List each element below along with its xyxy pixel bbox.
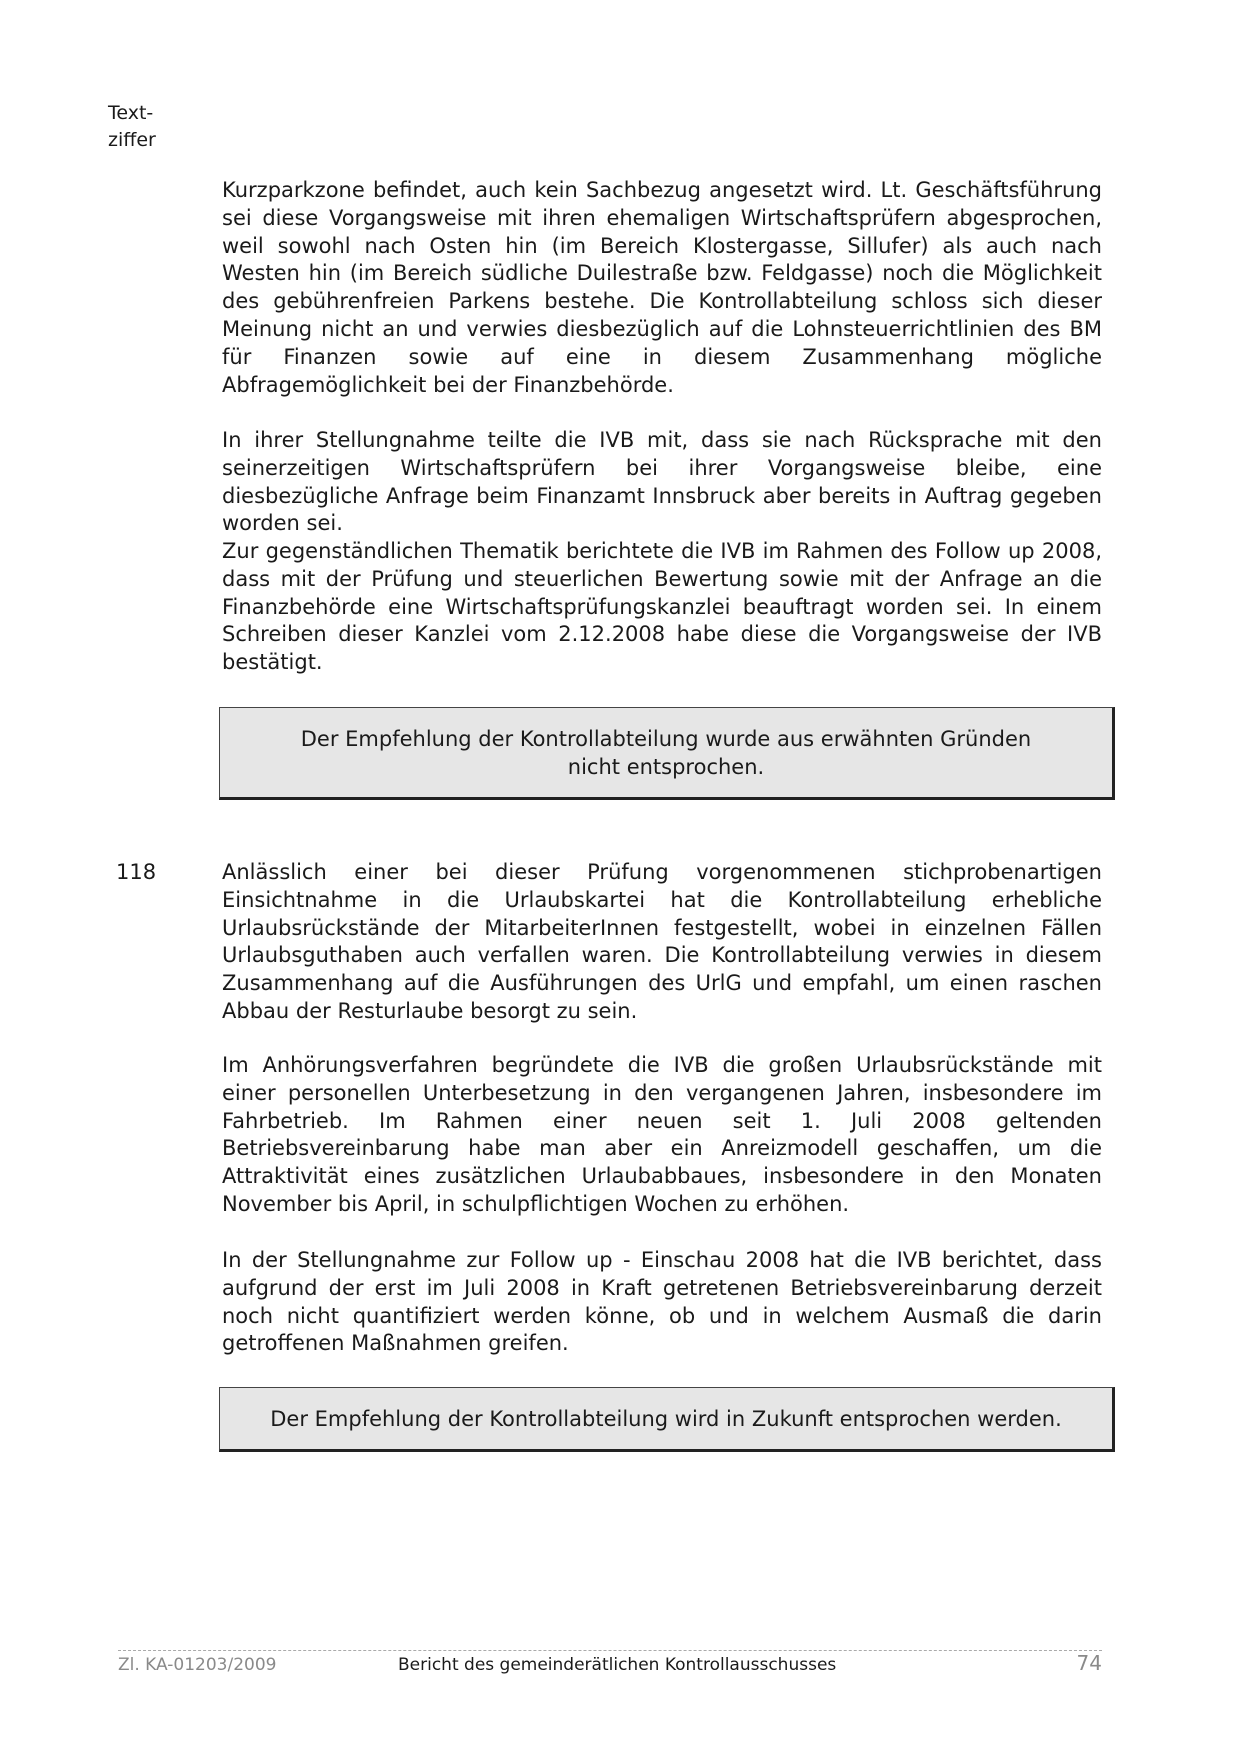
paragraph-parking: Kurzparkzone befindet, auch kein Sachbezug angesetzt wird. Lt. Geschäftsführung sei diese Vorgangsweise mit ihren ehemaligen Wirtschaftsprüfern abgesprochen, weil sowohl nach Osten hin (im Bereich Klostergasse, Sillufer) als auch nach Westen hin (im Bereich südliche Duilestraße bzw. Feldgasse) noch die Möglichkeit des gebührenfreien Parkens bestehe. Die Kontrollabteilung schloss sich dieser Meinung nicht an und verwies diesbezüglich auf die Lohnsteuerrichtlinien des BM für Finanzen sowie auf eine in diesem Zusammenhang mögliche Abfragemöglichkeit bei der Finanzbehörde. [222, 178, 1102, 397]
textziffer-label-line2: ziffer [108, 129, 156, 151]
footer-title: Bericht des gemeinderätlichen Kontrollausschusses [398, 1655, 837, 1675]
recommendation-box-2 [219, 1387, 1115, 1452]
recommendation-box-2-text: Der Empfehlung der Kontrollabteilung wird in Zukunft entsprochen werden. [270, 1406, 1062, 1431]
paragraph-hearing: Im Anhörungsverfahren begründete die IVB die großen Urlaubsrückstände mit einer personellen Unterbesetzung in den vergangenen Jahren, insbesondere im Fahrbetrieb. Im Rahmen einer neuen seit 1. Juli 2008 geltenden Betriebsvereinbarung habe man aber ein Anreizmodell geschaffen, um die Attraktivität eines zusätzlichen Urlaubabbaues, insbesondere in den Monaten November bis April, in schulpflichtigen Wochen zu erhöhen. [222, 1053, 1102, 1216]
textziffer-number: 118 [116, 860, 157, 884]
footer-reference: Zl. KA-01203/2009 [118, 1655, 277, 1675]
paragraph-vacation-arrears: Anlässlich einer bei dieser Prüfung vorgenommenen stichprobenartigen Einsichtnahme in die Urlaubskartei hat die Kontrollabteilung erhebliche Urlaubsrückstände der MitarbeiterInnen festgestellt, wobei in einzelnen Fällen Urlaubsguthaben auch verfallen waren. Die Kontrollabteilung verwies in diesem Zusammenhang auf die Ausführungen des UrlG und empfahl, um einen raschen Abbau der Resturlaube besorgt zu sein. [222, 860, 1102, 1023]
recommendation-box-1 [219, 707, 1115, 800]
paragraph-follow-up-statement: In der Stellungnahme zur Follow up - Einschau 2008 hat die IVB berichtet, dass aufgrund der erst im Juli 2008 in Kraft getretenen Betriebsvereinbarung derzeit noch nicht quantifiziert werden könne, ob und in welchem Ausmaß die darin getroffenen Maßnahmen greifen. [222, 1248, 1102, 1356]
recommendation-box-1-line2: nicht entsprochen. [567, 754, 765, 779]
paragraph-statement: In ihrer Stellungnahme teilte die IVB mit, dass sie nach Rücksprache mit den seinerzeitigen Wirtschaftsprüfern bei ihrer Vorgangsweise bleibe, eine diesbezügliche Anfrage beim Finanzamt Innsbruck aber bereits in Auftrag gegeben worden sei. [222, 428, 1102, 536]
recommendation-box-1-line1: Der Empfehlung der Kontrollabteilung wurde aus erwähnten Gründen [300, 726, 1032, 751]
footer-divider [118, 1650, 1102, 1651]
page-number: 74 [1076, 1651, 1102, 1675]
paragraph-follow-up: Zur gegenständlichen Thematik berichtete die IVB im Rahmen des Follow up 2008, dass mit der Prüfung und steuerlichen Bewertung sowie mit der Anfrage an die Finanzbehörde eine Wirtschaftsprüfungskanzlei beauftragt worden sei. In einem Schreiben dieser Kanzlei vom 2.12.2008 habe diese die Vorgangsweise der IVB bestätigt. [222, 539, 1102, 675]
textziffer-label [108, 100, 156, 154]
textziffer-label-line1: Text- [108, 102, 154, 124]
